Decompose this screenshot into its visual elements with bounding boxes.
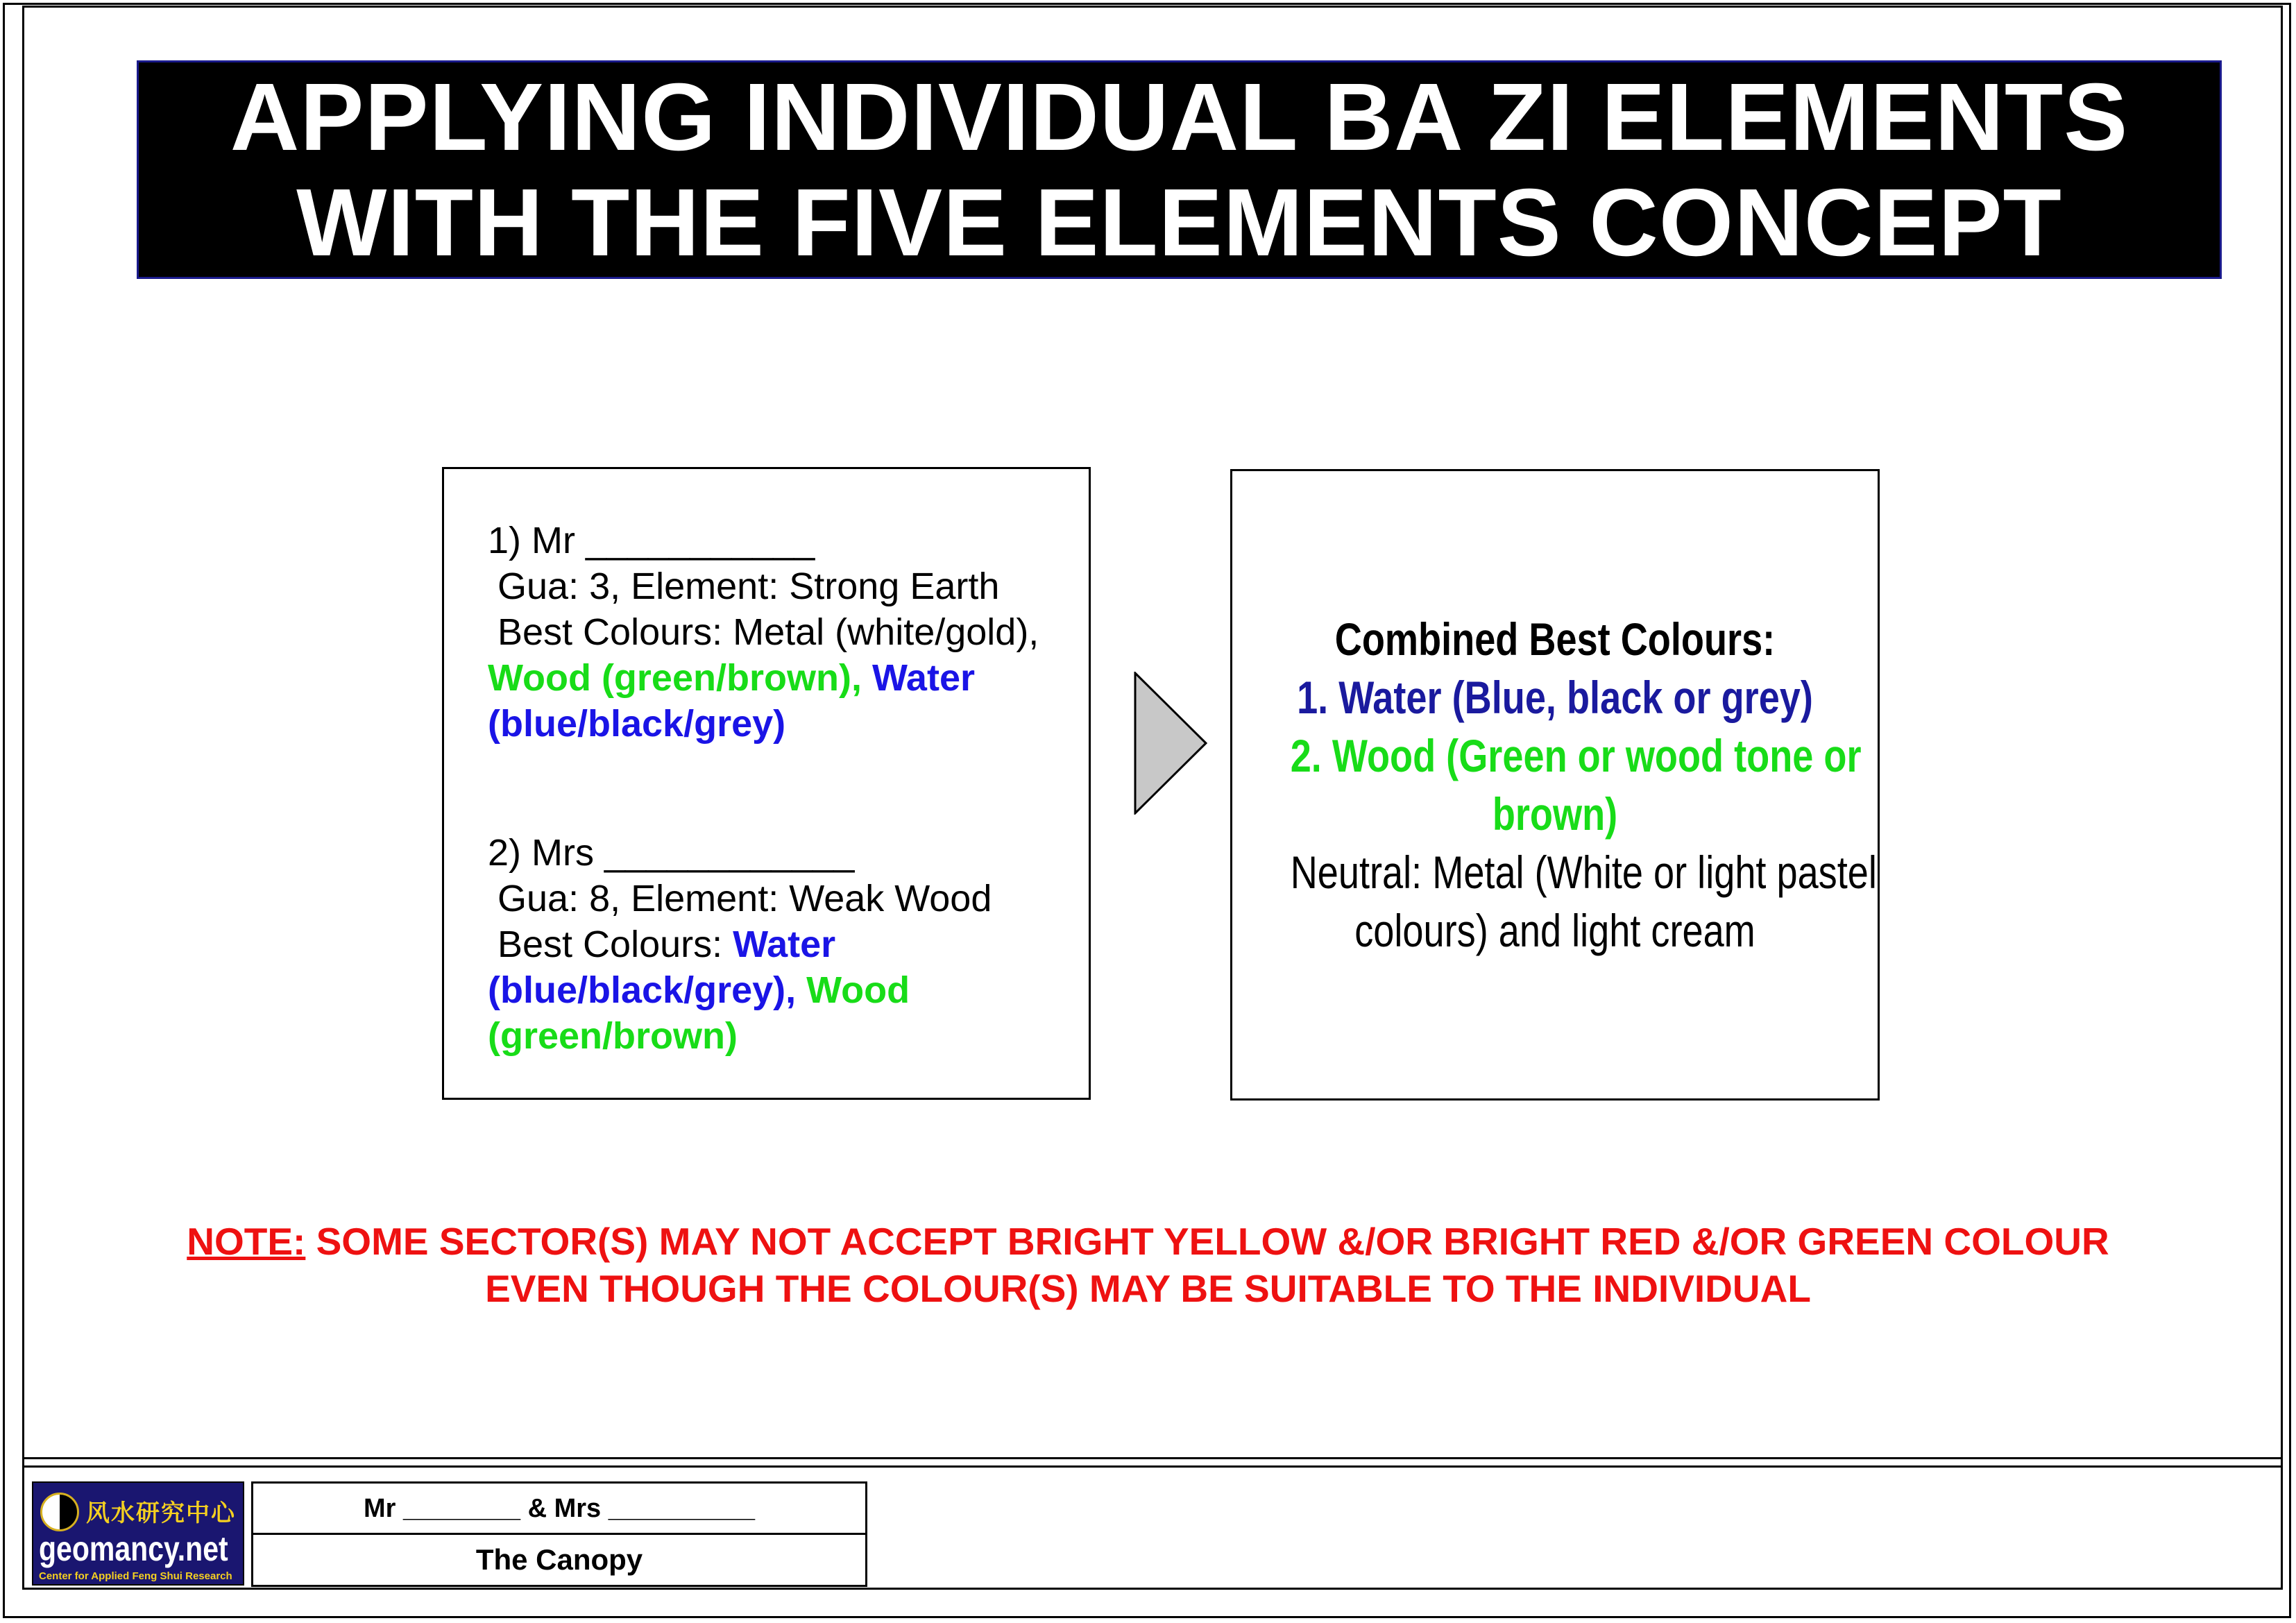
combined-colours-box — [1230, 469, 1880, 1101]
person1-colours-line — [488, 655, 1085, 701]
combined-neutral-line2: colours) and light cream — [1354, 905, 1755, 956]
person2-gua: Gua: 8, Element: Weak Wood — [498, 878, 992, 919]
title-line-1: APPLYING INDIVIDUAL BA ZI ELEMENTS — [230, 63, 2129, 171]
title-line-2: WITH THE FIVE ELEMENTS CONCEPT — [296, 169, 2062, 276]
note-text — [0, 1218, 2296, 1312]
yin-yang-icon — [40, 1493, 79, 1531]
combined-colours-text — [1232, 610, 1878, 960]
combined-item-wood-line1: 2. Wood (Green or wood tone or — [1290, 730, 1862, 781]
person2-water: Water — [733, 924, 836, 965]
person2-wood: Wood — [806, 969, 910, 1011]
footer-divider-secondary — [22, 1465, 2283, 1468]
person1-water: Water — [871, 657, 975, 699]
logo-chinese-text: 风水研究中心 — [86, 1499, 236, 1527]
person1-wood: Wood (green/brown), — [488, 657, 862, 699]
title-block-table — [251, 1481, 867, 1587]
person2-wood-detail: (green/brown) — [488, 1015, 738, 1057]
project-name: The Canopy — [475, 1543, 643, 1576]
note-line-2: EVEN THOUGH THE COLOUR(S) MAY BE SUITABLE TO THE INDIVIDUAL — [485, 1267, 1811, 1310]
person1-name: 1) Mr ___________ — [488, 520, 815, 561]
geomancy-logo — [32, 1481, 244, 1586]
combined-item-wood-line2: brown) — [1492, 788, 1618, 840]
person1-best-colours: Best Colours: Metal (white/gold), — [498, 611, 1039, 653]
note-label: NOTE: — [187, 1220, 306, 1263]
title-banner — [137, 60, 2222, 279]
logo-sub-text: Center for Applied Feng Shui Research — [39, 1570, 232, 1582]
person1-gua: Gua: 3, Element: Strong Earth — [498, 566, 1000, 607]
person1-water-detail: (blue/black/grey) — [488, 703, 786, 745]
right-arrow-icon — [1134, 672, 1207, 815]
footer-divider — [22, 1457, 2283, 1459]
note-line-1-text: SOME SECTOR(S) MAY NOT ACCEPT BRIGHT YELLOW &/OR BRIGHT RED &/OR GREEN COLOUR — [316, 1220, 2109, 1263]
client-names: Mr ________ & Mrs __________ — [253, 1484, 865, 1535]
combined-neutral-line1: Neutral: Metal (White or light pastel — [1290, 847, 1877, 898]
combined-heading: Combined Best Colours: — [1334, 613, 1776, 665]
individual-elements-box — [442, 467, 1091, 1100]
note-line-1 — [0, 1218, 2296, 1265]
person2-water-detail: (blue/black/grey), — [488, 969, 797, 1011]
person2-best-colours: Best Colours: — [498, 924, 723, 965]
combined-item-water: 1. Water (Blue, black or grey) — [1297, 672, 1813, 723]
logo-main-text: geomancy.net — [39, 1529, 228, 1568]
individual-elements-text — [488, 518, 1085, 1059]
person2-colours-line — [488, 967, 1085, 1013]
person2-name: 2) Mrs ____________ — [488, 832, 855, 874]
person2-best-colours-line — [488, 921, 1085, 967]
